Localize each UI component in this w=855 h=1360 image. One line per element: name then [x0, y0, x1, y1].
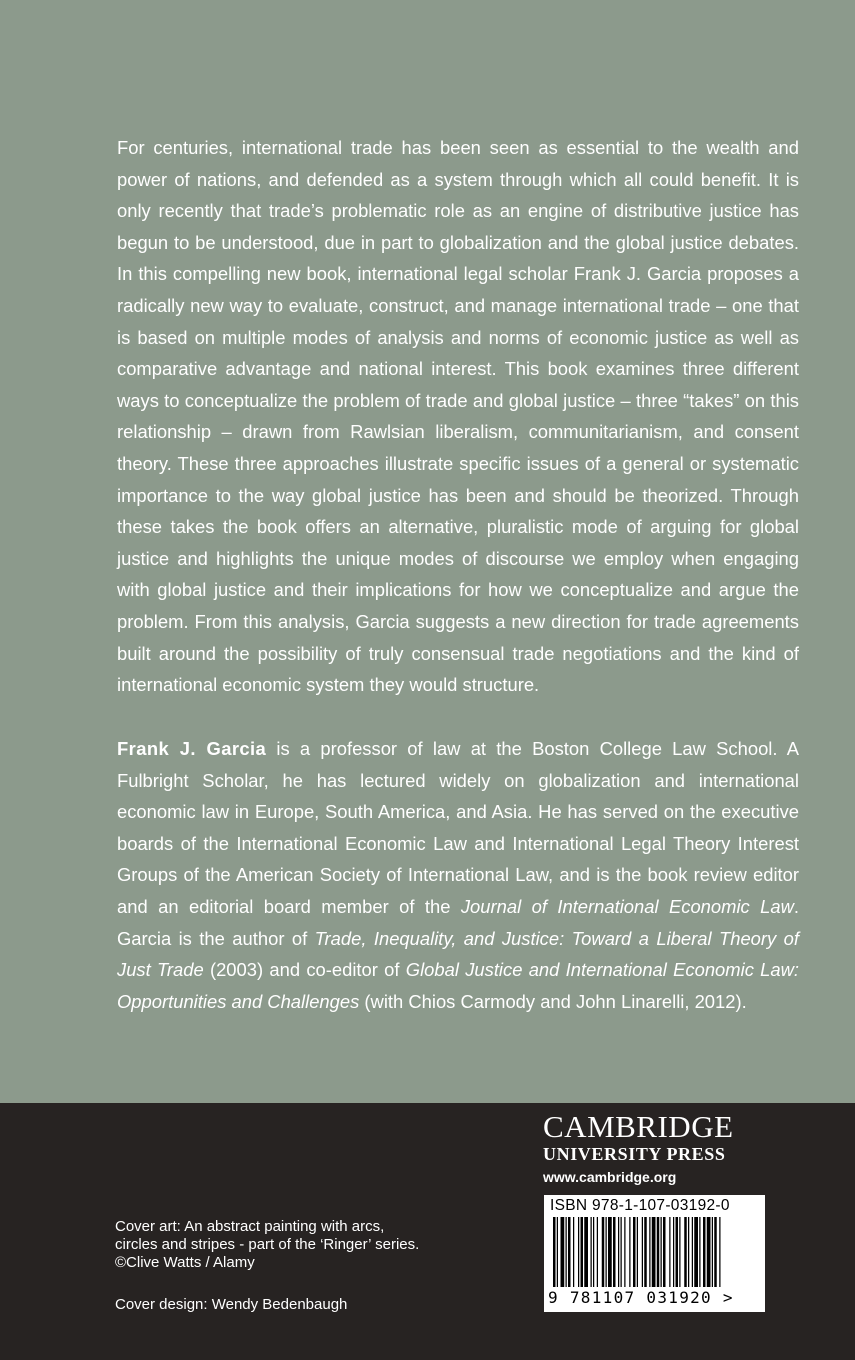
- publisher-logo: [543, 1110, 768, 1188]
- bio-text: (with Chios Carmody and John Linarelli, 2012).: [359, 990, 747, 1012]
- publisher-url: www.cambridge.org: [543, 1169, 677, 1185]
- book-title: Trade, Inequality, and Justice: Toward a Liberal Theory of Just Trade: [117, 927, 799, 981]
- isbn-barcode: [544, 1195, 765, 1312]
- author-name: Frank J. Garcia: [117, 738, 267, 759]
- author-bio: [117, 733, 799, 1017]
- bio-text: . Garcia is the author of: [117, 895, 800, 949]
- book-description: For centuries, international trade has been seen as essential to the wealth and power of nations, and defended as a system through which all could benefit. It is only recently that trade’s problematic role as an engine of distributive justice has begun to be understood, due in part to globalization and the global justice debates. In this compelling new book, international legal scholar Frank J. Garcia proposes a radically new way to evaluate, construct, and manage international trade – one that is based on multiple modes of analysis and norms of economic justice as well as comparative advantage and national interest. This book examines three different ways to conceptualize the problem of trade and global justice – three “takes” on this relationship – drawn from Rawlsian liberalism, communitarianism, and consent theory. These three approaches illustrate specific issues of a general or systematic importance to the way global justice has been and should be theorized. Through these takes the book offers an alternative, pluralistic mode of arguing for global justice and highlights the unique modes of discourse we employ when engaging with global justice and their implications for how we conceptualize and argue the problem. From this analysis, Garcia suggests a new direction for trade agreements built around the possibility of truly consensual trade negotiations and the kind of international economic system they would structure.: [117, 137, 799, 696]
- publisher-subtitle: UNIVERSITY PRESS: [543, 1144, 726, 1164]
- barcode-digits: 9 781107 031920 >: [548, 1288, 734, 1307]
- journal-title: Journal of International Economic Law: [460, 895, 794, 917]
- cover-art-credit: Cover art: An abstract painting with arcs, circles and stripes - part of the ‘Ringer’ series. ©Clive Watts / Alamy: [115, 1218, 420, 1271]
- book-title: Global Justice and International Economic Law: Opportunities and Challenges: [117, 959, 800, 1012]
- isbn-label: ISBN 978-1-107-03192-0: [550, 1197, 730, 1214]
- cover-design-credit: Cover design: Wendy Bedenbaugh: [115, 1296, 348, 1313]
- bio-text: (2003) and co-editor of: [203, 959, 406, 981]
- publisher-name: CAMBRIDGE: [543, 1109, 734, 1144]
- barcode-bars: [547, 1217, 762, 1289]
- bio-text: is a professor of law at the Boston College Law School. A Fulbright Scholar, he has lectured widely on globalization and international economic law in Europe, South America, and Asia. He has served on the executive boards of the International Economic Law and International Legal Theory Interest Groups of the American Society of International Law, and is the book review editor and an editorial board member of the: [117, 738, 799, 917]
